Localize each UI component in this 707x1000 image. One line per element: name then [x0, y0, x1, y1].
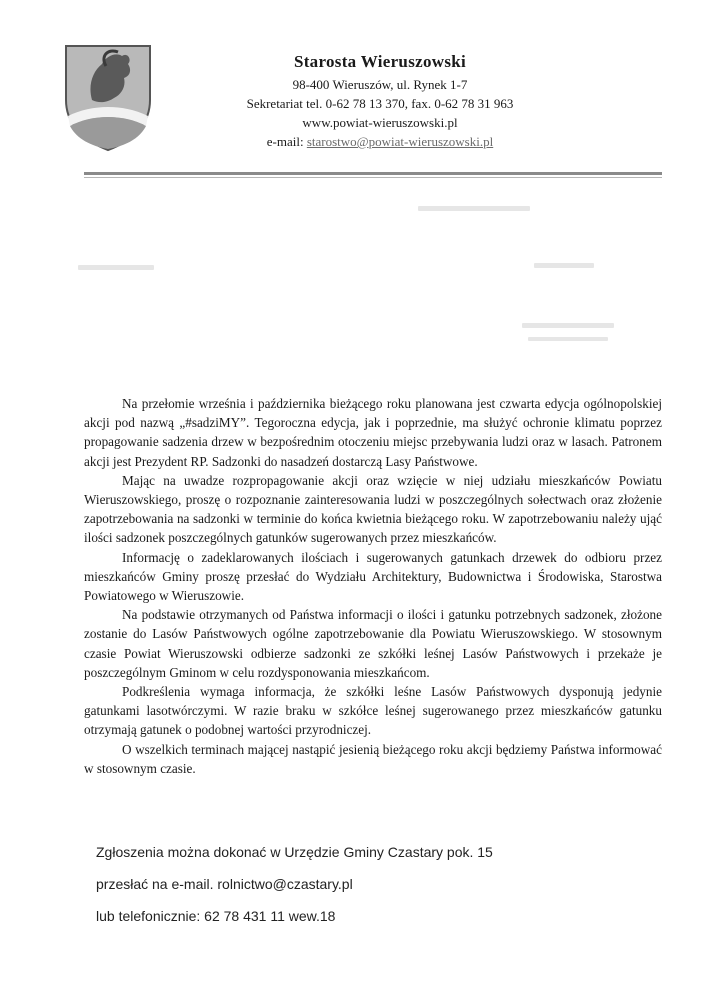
email-label: e-mail:	[266, 134, 304, 149]
faint-mark	[78, 265, 154, 270]
paragraph: Podkreślenia wymaga informacja, że szkółki leśne Lasów Państwowych dysponują jedynie gatunkami lasotwórczymi. W razie braku w szkółce leśnej sugerowanego przez mieszkańców gatunku otrzymają gatunek o podobnej wartości przyrodniczej.	[84, 684, 662, 738]
paragraph: O wszelkich terminach mającej nastąpić jesienią bieżącego roku akcji będziemy Państwa informować w stosownym czasie.	[84, 741, 662, 776]
submission-info	[96, 842, 656, 938]
submission-email: przesłać na e-mail. rolnictwo@czastary.pl	[96, 876, 353, 892]
letterhead	[200, 52, 560, 151]
letterhead-email-row	[200, 132, 560, 151]
header-divider-thin	[84, 177, 662, 178]
faint-mark	[418, 206, 530, 211]
submission-phone: lub telefonicznie: 62 78 431 11 wew.18	[96, 908, 336, 924]
header-divider	[84, 172, 662, 175]
faint-mark	[534, 263, 594, 268]
paragraph: Mając na uwadze rozpropagowanie akcji oraz wzięcie w niej udziału mieszkańców Powiatu Wieruszowskiego, proszę o rozpoznanie zainteresowania ludzi w poszczególnych sołectwach oraz złożenie zapotrzebowania na sadzonki w terminie do końca kwietnia bieżącego roku. W zapotrzebowaniu należy ująć ilości sadzonek poszczególnych gatunków sugerowanych przez mieszkańców.	[84, 472, 662, 546]
letterhead-address: 98-400 Wieruszów, ul. Rynek 1-7	[292, 77, 468, 92]
paragraph: Informację o zadeklarowanych ilościach i sugerowanych gatunkach drzewek do odbioru przez mieszkańców Gminy proszę przesłać do Wydziału Architektury, Budownictwa i Środowiska, Starostwa Powiatowego w Wieruszowie.	[84, 549, 662, 604]
submission-office: Zgłoszenia można dokonać w Urzędzie Gminy Czastary pok. 15	[96, 844, 493, 860]
letter-body	[84, 394, 662, 778]
letterhead-title: Starosta Wieruszowski	[293, 52, 467, 71]
faint-mark	[522, 323, 614, 328]
letterhead-website[interactable]: www.powiat-wieruszowski.pl	[302, 115, 458, 130]
paragraph: Na podstawie otrzymanych od Państwa informacji o ilości i gatunku potrzebnych sadzonek, złożone zostanie do Lasów Państwowych ogólne zapotrzebowanie dla Powiatu Wieruszowskiego. W stosownym czasie Powiat Wieruszowski odbierze sadzonki ze szkółki leśnej Lasów Państwowych i przekaże je poszczególnym Gminom w celu rozdysponowania mieszkańcom.	[84, 607, 662, 680]
paragraph: Na przełomie września i października bieżącego roku planowana jest czwarta edycja ogólnopolskiej akcji pod nazwą „#sadziMY”. Tegoroczna edycja, jak i poprzednie, ma służyć ochronie klimatu poprzez propagowanie sadzenia drzew w bezpośrednim otoczeniu miejsc przebywania ludzi oraz w lasach. Patronem akcji jest Prezydent RP. Sadzonki do nasadzeń dostarczą Lasy Państwowe.	[84, 396, 662, 469]
goat-coat-of-arms-icon	[62, 42, 154, 152]
email-link[interactable]: starostwo@powiat-wieruszowski.pl	[306, 134, 494, 149]
letterhead-phone: Sekretariat tel. 0-62 78 13 370, fax. 0-62 78 31 963	[246, 96, 514, 111]
faint-mark	[528, 337, 608, 341]
